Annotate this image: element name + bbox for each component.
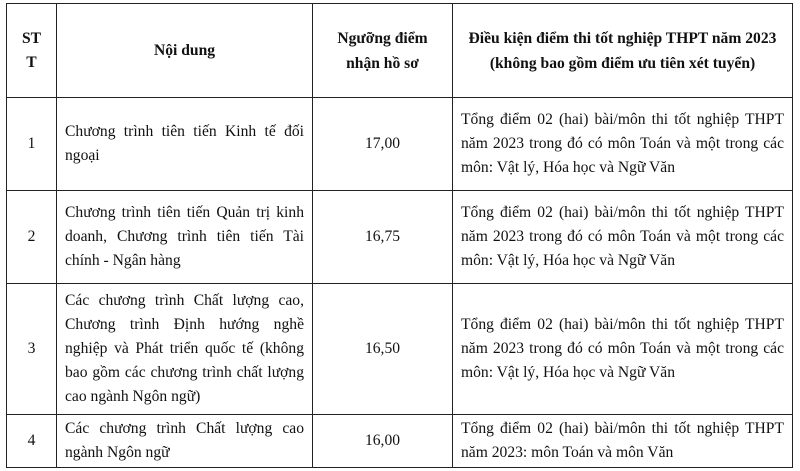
cell-content: Các chương trình Chất lượng cao, Chương trình Định hướng nghề nghiệp và Phát triển quốc tế (không bao gồm các chương trình chất lượng cao ngành Ngôn ngữ) bbox=[57, 284, 313, 415]
table-row bbox=[7, 284, 793, 415]
header-stt bbox=[7, 4, 57, 98]
cell-score: 16,50 bbox=[313, 284, 453, 415]
table-row bbox=[7, 191, 793, 284]
cell-condition: Tổng điểm 02 (hai) bài/môn thi tốt nghiệp THPT năm 2023 trong đó có môn Toán và một trong các môn: Vật lý, Hóa học và Ngữ Văn bbox=[453, 284, 793, 415]
cell-stt: 1 bbox=[7, 98, 57, 191]
cell-condition: Tổng điểm 02 (hai) bài/môn thi tốt nghiệp THPT năm 2023 trong đó có môn Toán và một trong các môn: Vật lý, Hóa học và Ngữ Văn bbox=[453, 98, 793, 191]
cell-condition: Tổng điểm 02 (hai) bài/môn thi tốt nghiệp THPT năm 2023: môn Toán và môn Văn bbox=[453, 415, 793, 468]
table-row bbox=[7, 98, 793, 191]
cell-content: Các chương trình Chất lượng cao ngành Ngôn ngữ bbox=[57, 415, 313, 468]
header-condition: Điều kiện điểm thi tốt nghiệp THPT năm 2023 (không bao gồm điểm ưu tiên xét tuyển) bbox=[453, 4, 793, 98]
cell-content: Chương trình tiên tiến Kinh tế đối ngoại bbox=[57, 98, 313, 191]
table-header-row bbox=[7, 4, 793, 98]
cell-condition: Tổng điểm 02 (hai) bài/môn thi tốt nghiệp THPT năm 2023 trong đó có môn Toán và một trong các môn: Vật lý, Hóa học và Ngữ Văn bbox=[453, 191, 793, 284]
admission-threshold-table bbox=[6, 3, 793, 468]
cell-stt: 4 bbox=[7, 415, 57, 468]
header-score: Ngưỡng điểm nhận hồ sơ bbox=[313, 4, 453, 98]
cell-stt: 2 bbox=[7, 191, 57, 284]
cell-score: 17,00 bbox=[313, 98, 453, 191]
cell-stt: 3 bbox=[7, 284, 57, 415]
cell-score: 16,00 bbox=[313, 415, 453, 468]
table-row bbox=[7, 415, 793, 468]
cell-score: 16,75 bbox=[313, 191, 453, 284]
cell-content: Chương trình tiên tiến Quản trị kinh doanh, Chương trình tiên tiến Tài chính - Ngân hàng bbox=[57, 191, 313, 284]
header-stt-label: STT bbox=[21, 29, 42, 71]
header-content: Nội dung bbox=[57, 4, 313, 98]
